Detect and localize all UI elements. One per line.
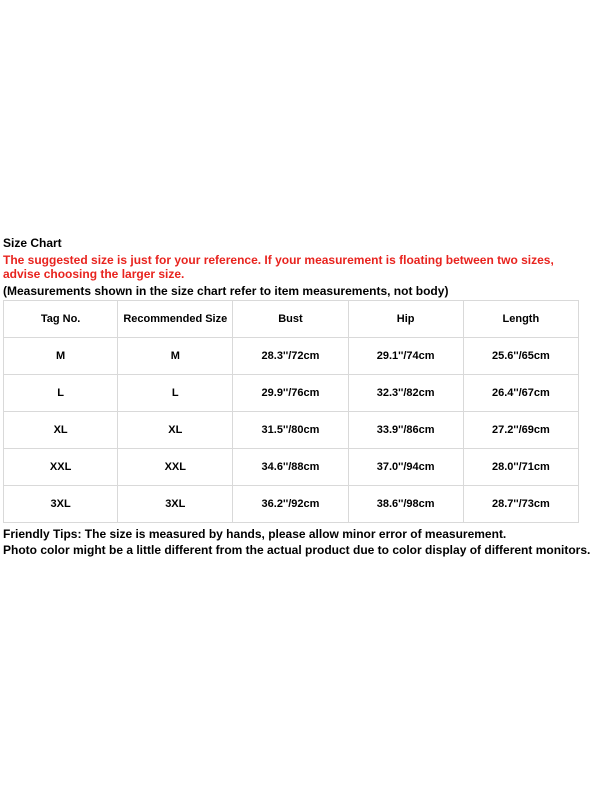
cell-length: 25.6''/65cm [463,338,578,375]
cell-length: 26.4''/67cm [463,375,578,412]
cell-bust: 28.3''/72cm [233,338,348,375]
cell-length: 28.0''/71cm [463,449,578,486]
size-chart-section [3,236,597,558]
cell-tag-no: L [4,375,118,412]
cell-recommended-size: M [118,338,233,375]
cell-hip: 38.6''/98cm [348,486,463,523]
cell-recommended-size: 3XL [118,486,233,523]
size-table [3,300,579,523]
cell-tag-no: 3XL [4,486,118,523]
cell-hip: 37.0''/94cm [348,449,463,486]
header-recommended-size: Recommended Size [118,301,233,338]
cell-hip: 32.3''/82cm [348,375,463,412]
cell-recommended-size: XXL [118,449,233,486]
header-hip: Hip [348,301,463,338]
friendly-tip-color: Photo color might be a little different from the actual product due to color display of different monitors. [3,543,591,557]
header-length: Length [463,301,578,338]
cell-tag-no: XL [4,412,118,449]
friendly-tip-measurement: Friendly Tips: The size is measured by hands, please allow minor error of measurement. [3,527,507,541]
cell-recommended-size: XL [118,412,233,449]
cell-bust: 29.9''/76cm [233,375,348,412]
table-row [4,486,579,523]
cell-length: 27.2''/69cm [463,412,578,449]
table-row [4,449,579,486]
cell-recommended-size: L [118,375,233,412]
measurement-note: (Measurements shown in the size chart refer to item measurements, not body) [3,284,449,298]
table-row [4,412,579,449]
cell-bust: 36.2''/92cm [233,486,348,523]
cell-bust: 34.6''/88cm [233,449,348,486]
cell-bust: 31.5''/80cm [233,412,348,449]
cell-hip: 33.9''/86cm [348,412,463,449]
header-bust: Bust [233,301,348,338]
size-chart-title: Size Chart [3,236,62,250]
table-row [4,375,579,412]
table-header-row [4,301,579,338]
cell-hip: 29.1''/74cm [348,338,463,375]
size-suggestion-notice: The suggested size is just for your reference. If your measurement is floating between two sizes, advise choosing the larger size. [3,253,554,281]
cell-tag-no: M [4,338,118,375]
header-tag-no: Tag No. [4,301,118,338]
table-row [4,338,579,375]
cell-tag-no: XXL [4,449,118,486]
cell-length: 28.7''/73cm [463,486,578,523]
